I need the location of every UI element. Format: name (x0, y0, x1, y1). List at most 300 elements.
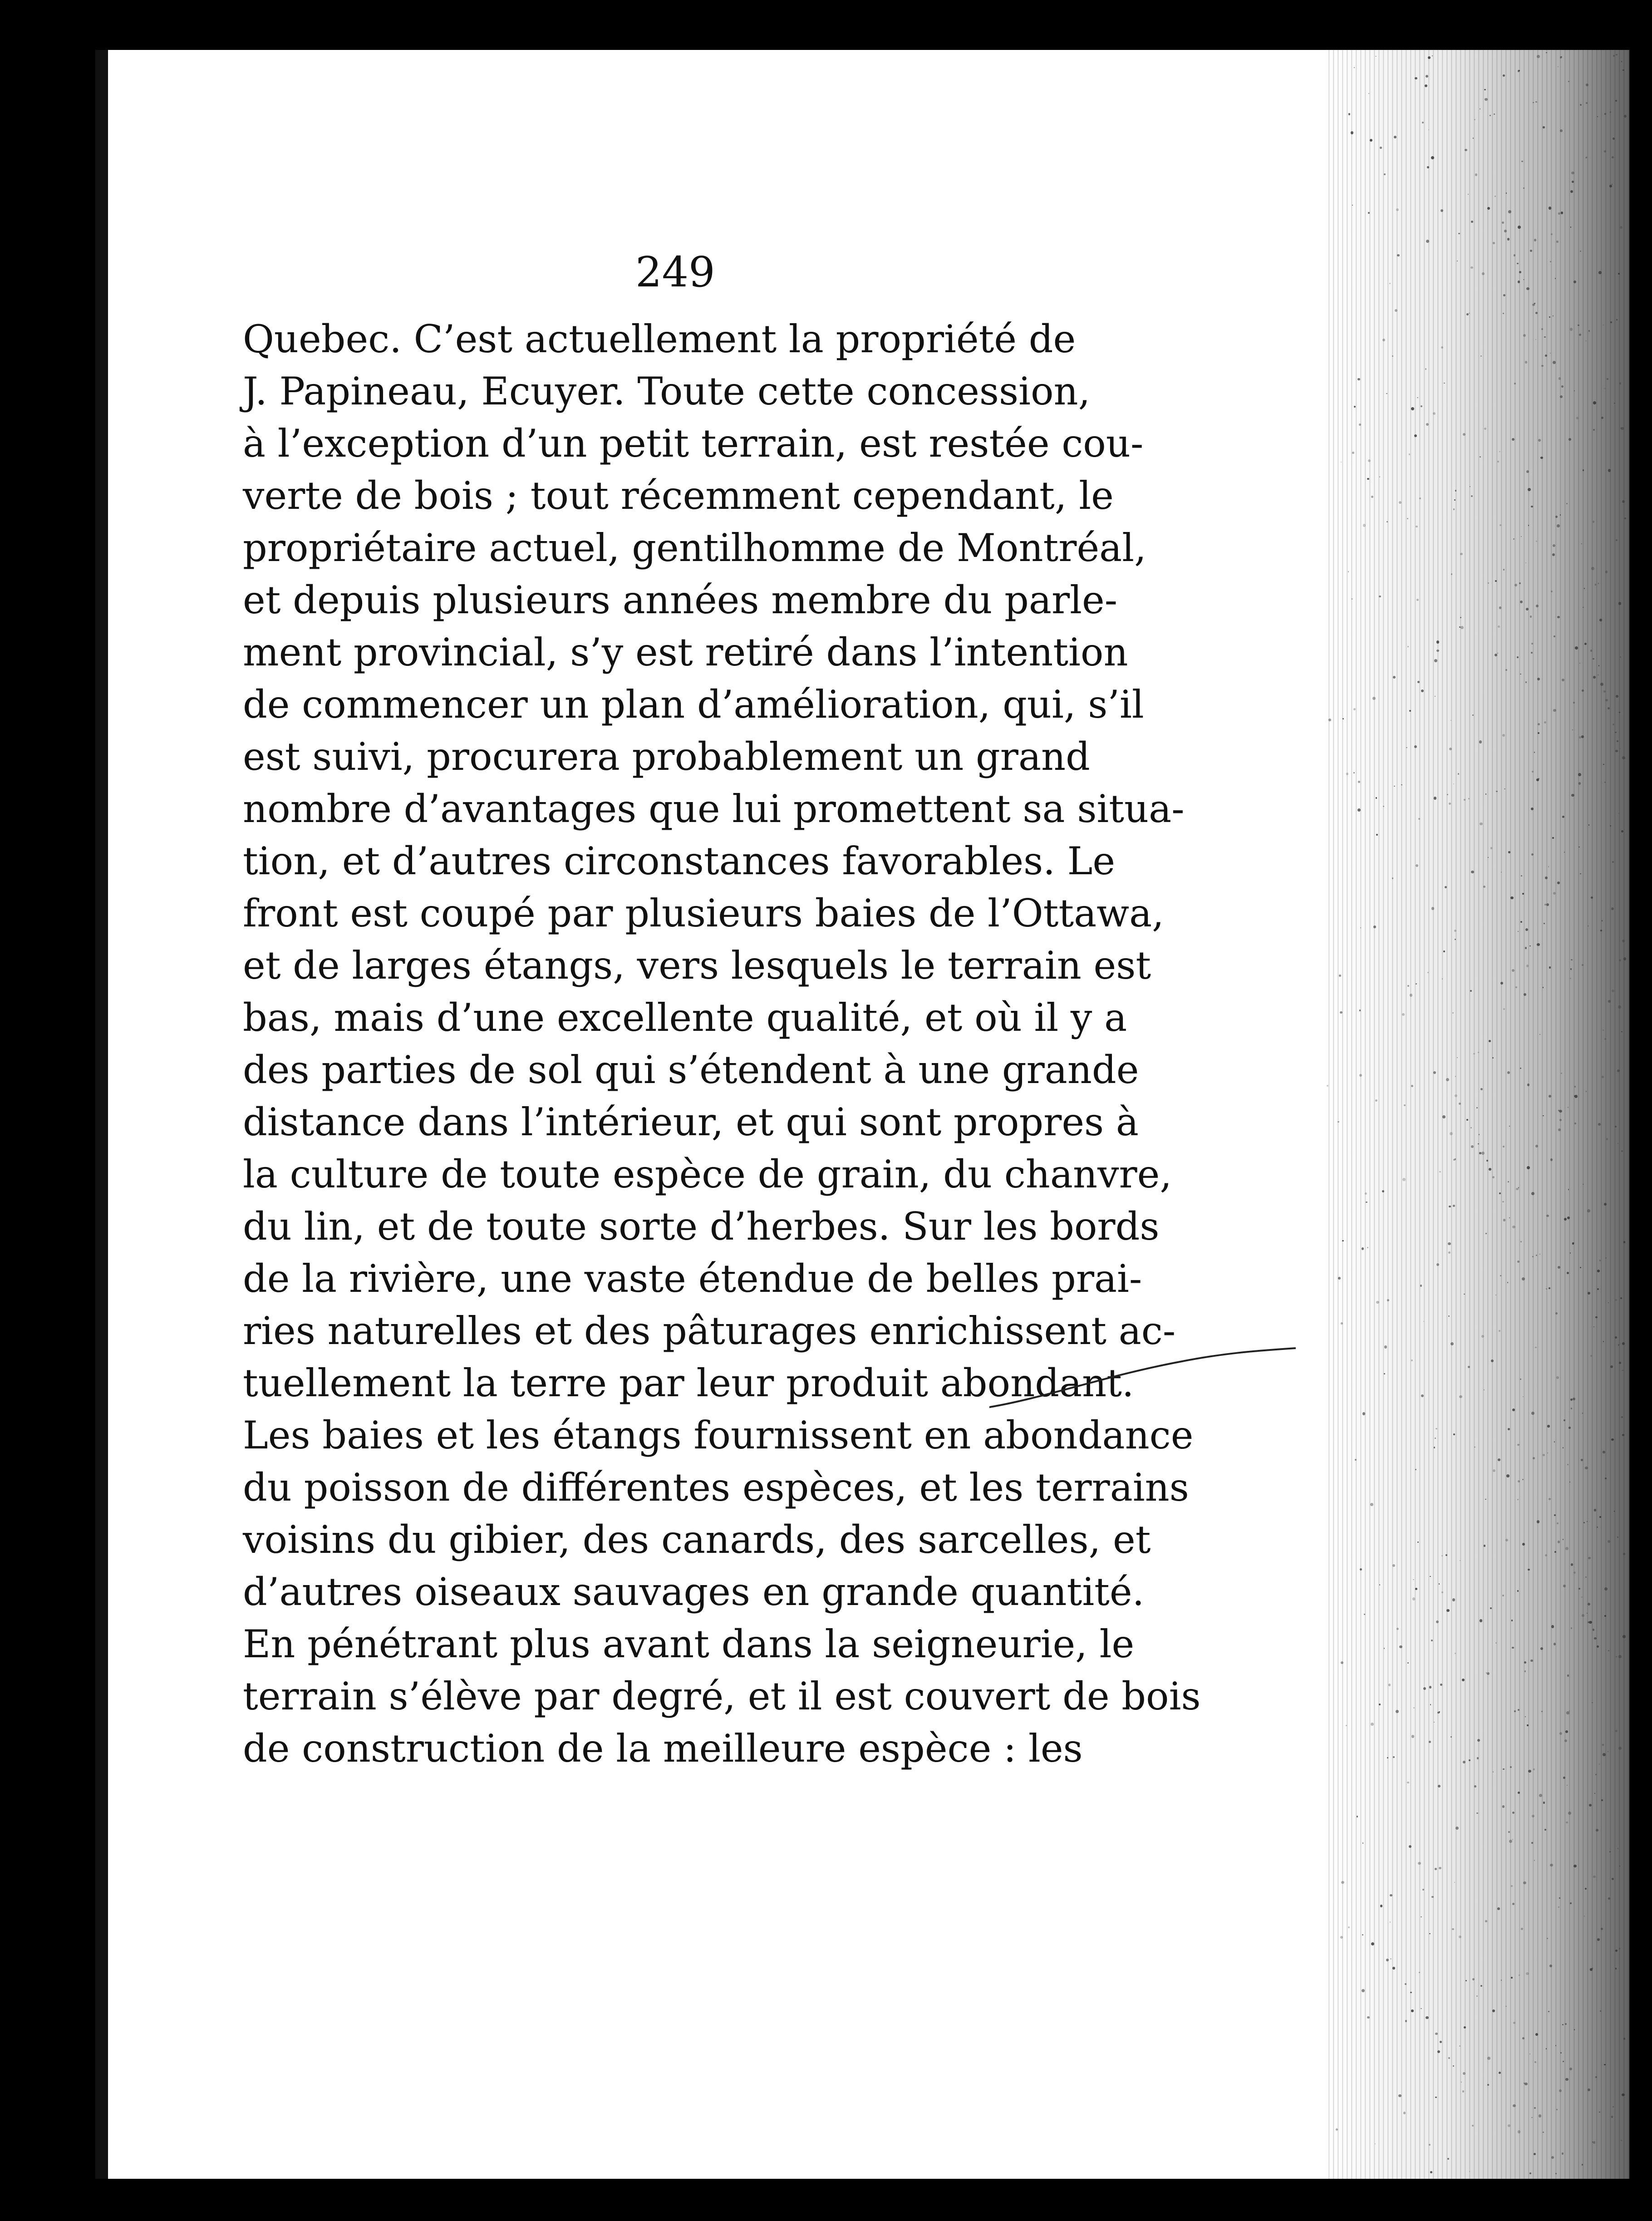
paper-speckle (1586, 84, 1588, 86)
paper-speckle (1450, 720, 1452, 721)
paper-speckle (1437, 2050, 1440, 2053)
paper-speckle (1570, 1399, 1573, 1401)
paper-speckle (1507, 1071, 1510, 1074)
paper-speckle (1485, 1499, 1486, 1500)
paper-speckle (1583, 469, 1584, 471)
paper-speckle (1411, 407, 1414, 410)
paper-speckle (1430, 1576, 1431, 1577)
paper-speckle (1608, 1540, 1610, 1543)
paper-speckle (1618, 1655, 1622, 1658)
paper-speckle (1340, 1936, 1343, 1939)
paper-speckle (1610, 1365, 1613, 1368)
paper-speckle (1455, 939, 1456, 940)
paper-speckle (1615, 1299, 1617, 1301)
paper-speckle (1613, 138, 1615, 140)
paper-speckle (1537, 678, 1540, 680)
text-line: de commencer un plan d’amélioration, qui, s’il (243, 682, 1144, 727)
paper-speckle (1466, 1119, 1468, 1121)
paper-speckle (1441, 1591, 1443, 1593)
paper-speckle (1445, 886, 1447, 888)
paper-speckle (1607, 378, 1609, 380)
paper-speckle (1423, 1687, 1426, 1690)
paper-speckle (1518, 1480, 1520, 1482)
text-line: bas, mais d’une excellente qualité, et où il y a (243, 995, 1127, 1040)
paper-speckle (1582, 2164, 1583, 2166)
paper-speckle (1531, 1412, 1534, 1415)
paper-speckle (1624, 115, 1627, 118)
paper-speckle (1502, 1595, 1504, 1596)
paper-speckle (1608, 1000, 1611, 1003)
paper-speckle (1525, 928, 1528, 931)
paper-speckle (1536, 541, 1538, 542)
paper-speckle (1551, 233, 1553, 235)
paper-speckle (1472, 2125, 1474, 2127)
text-line: En pénétrant plus avant dans la seigneurie, le (243, 1622, 1135, 1666)
paper-speckle (1507, 238, 1509, 240)
paper-speckle (1417, 397, 1418, 399)
paper-speckle (1390, 1958, 1391, 1960)
paper-speckle (1388, 1684, 1391, 1686)
paper-speckle (1490, 1607, 1492, 1609)
paper-speckle (1617, 740, 1618, 742)
paper-speckle (1580, 1267, 1581, 1268)
paper-speckle (1550, 353, 1551, 354)
paper-speckle (1485, 1920, 1488, 1923)
paper-speckle (1532, 771, 1534, 773)
paper-speckle (1569, 2068, 1572, 2070)
paper-speckle (1568, 1189, 1569, 1190)
paper-speckle (1364, 1614, 1365, 1615)
paper-speckle (1499, 1330, 1500, 1332)
paper-speckle (1621, 830, 1624, 833)
paper-speckle (1576, 417, 1579, 419)
paper-speckle (1529, 2172, 1531, 2174)
paper-speckle (1421, 405, 1422, 407)
paper-speckle (1392, 877, 1394, 879)
paper-speckle (1587, 1521, 1588, 1522)
paper-speckle (1412, 1597, 1415, 1600)
paper-speckle (1502, 1805, 1504, 1807)
paper-speckle (1503, 569, 1505, 571)
paper-speckle (1528, 1770, 1531, 1773)
paper-speckle (1588, 1603, 1590, 1605)
paper-speckle (1402, 1013, 1405, 1016)
paper-speckle (1600, 930, 1602, 931)
paper-speckle (1533, 102, 1534, 103)
paper-speckle (1455, 1076, 1456, 1077)
paper-speckle (1595, 2076, 1597, 2078)
paper-speckle (1546, 1215, 1549, 1217)
paper-speckle (1474, 1447, 1475, 1448)
paper-speckle (1386, 521, 1388, 522)
paper-speckle (1491, 1359, 1494, 1362)
text-line: des parties de sol qui s’étendent à une grande (243, 1048, 1139, 1092)
paper-speckle (1512, 1226, 1515, 1229)
paper-speckle (1596, 1829, 1598, 1832)
paper-speckle (1615, 750, 1618, 753)
paper-speckle (1563, 1777, 1565, 1779)
paper-speckle (1459, 2045, 1460, 2047)
paper-speckle (1383, 806, 1384, 807)
paper-speckle (1518, 226, 1521, 229)
paper-speckle (1555, 516, 1558, 518)
paper-speckle (1529, 946, 1531, 947)
paper-speckle (1538, 778, 1539, 779)
paper-speckle (1521, 1928, 1523, 1930)
paper-speckle (1582, 689, 1584, 692)
text-line: du lin, et de toute sorte d’herbes. Sur les bords (243, 1204, 1160, 1249)
paper-speckle (1503, 294, 1505, 296)
paper-speckle (1392, 1564, 1395, 1567)
paper-speckle (1601, 1928, 1603, 1930)
paper-speckle (1598, 665, 1600, 666)
paper-speckle (1470, 990, 1472, 992)
paper-speckle (1439, 1867, 1441, 1870)
paper-speckle (1435, 1868, 1437, 1870)
paper-speckle (1426, 75, 1428, 78)
paper-speckle (1506, 192, 1507, 194)
paper-speckle (1384, 1345, 1387, 1348)
paper-speckle (1436, 1263, 1439, 1266)
paper-speckle (1578, 782, 1581, 784)
paper-speckle (1531, 643, 1533, 645)
paper-speckle (1508, 1428, 1510, 1430)
text-line: voisins du gibier, des canards, des sarcelles, et (243, 1517, 1151, 1562)
paper-speckle (1566, 1822, 1568, 1824)
paper-speckle (1407, 518, 1408, 519)
paper-speckle (1341, 462, 1342, 463)
paper-speckle (1459, 1395, 1462, 1398)
paper-speckle (1562, 2152, 1564, 2155)
paper-speckle (1415, 1469, 1416, 1470)
paper-speckle (1436, 640, 1440, 644)
paper-speckle (1556, 2109, 1558, 2111)
paper-speckle (1547, 1425, 1550, 1428)
paper-speckle (1454, 1882, 1455, 1883)
paper-speckle (1512, 969, 1514, 972)
paper-speckle (1448, 1315, 1450, 1317)
paper-speckle (1522, 2037, 1524, 2039)
paper-speckle (1541, 365, 1543, 367)
paper-speckle (1386, 1959, 1389, 1961)
paper-speckle (1521, 875, 1523, 877)
paper-speckle (1340, 1011, 1342, 1014)
paper-speckle (1510, 896, 1513, 899)
paper-speckle (1578, 773, 1581, 776)
paper-speckle (1471, 221, 1473, 223)
paper-speckle (1435, 696, 1436, 697)
paper-speckle (1447, 2158, 1449, 2159)
paper-speckle (1531, 506, 1533, 508)
text-line: terrain s’élève par degré, et il est couvert de bois (243, 1674, 1201, 1719)
paper-speckle (1608, 1302, 1609, 1303)
paper-speckle (1599, 2112, 1600, 2113)
paper-speckle (1599, 1763, 1600, 1764)
paper-speckle (1527, 1083, 1530, 1086)
text-line: verte de bois ; tout récemment cependant, le (243, 473, 1114, 518)
paper-speckle (1564, 1419, 1565, 1421)
paper-speckle (1574, 1086, 1576, 1087)
paper-speckle (1354, 406, 1356, 408)
paper-speckle (1603, 1451, 1605, 1453)
paper-speckle (1434, 1447, 1435, 1448)
paper-speckle (1573, 1865, 1576, 1867)
paper-speckle (1418, 818, 1420, 820)
paper-speckle (1621, 1031, 1622, 1032)
paper-speckle (1582, 1413, 1583, 1414)
paper-speckle (1469, 1759, 1470, 1761)
paper-speckle (1384, 173, 1386, 175)
paper-speckle (1614, 1511, 1615, 1512)
paper-speckle (1568, 1812, 1571, 1815)
paper-speckle (1341, 1661, 1344, 1665)
paper-speckle (1551, 2156, 1554, 2159)
paper-speckle (1429, 2144, 1431, 2146)
paper-speckle (1336, 2128, 1338, 2131)
paper-speckle (1495, 1642, 1497, 1644)
paper-speckle (1398, 2094, 1401, 2097)
text-line: ries naturelles et des pâturages enrichissent ac- (243, 1309, 1176, 1353)
paper-speckle (1563, 1585, 1566, 1588)
paper-speckle (1558, 1128, 1561, 1131)
paper-speckle (1551, 1625, 1554, 1628)
paper-speckle (1342, 1240, 1344, 1242)
paper-speckle (1436, 1620, 1439, 1623)
paper-speckle (1611, 1438, 1614, 1441)
paper-speckle (1604, 150, 1606, 153)
paper-speckle (1588, 1292, 1590, 1295)
paper-speckle (1520, 1241, 1522, 1242)
paper-speckle (1622, 756, 1625, 759)
paper-speckle (1520, 1068, 1521, 1069)
paper-speckle (1538, 723, 1540, 725)
paper-speckle (1597, 1527, 1598, 1528)
paper-speckle (1527, 1724, 1528, 1726)
paper-speckle (1481, 1152, 1485, 1155)
paper-speckle (1509, 1840, 1512, 1842)
paper-speckle (1505, 669, 1507, 671)
paper-speckle (1453, 1433, 1455, 1435)
paper-speckle (1444, 383, 1445, 384)
paper-speckle (1414, 434, 1417, 437)
paper-speckle (1578, 325, 1579, 326)
paper-speckle (1433, 412, 1436, 415)
paper-speckle (1379, 1584, 1381, 1586)
paper-speckle (1552, 837, 1554, 838)
paper-speckle (1599, 1260, 1601, 1261)
paper-speckle (1601, 1799, 1603, 1801)
paper-speckle (1560, 514, 1561, 516)
paper-speckle (1582, 1614, 1584, 1616)
paper-speckle (1449, 803, 1451, 805)
paper-speckle (1603, 1753, 1606, 1756)
paper-speckle (1395, 309, 1397, 312)
paper-speckle (1565, 1730, 1568, 1733)
paper-speckle (1566, 503, 1568, 504)
paper-speckle (1590, 650, 1592, 651)
paper-speckle (1526, 470, 1529, 473)
paper-speckle (1537, 55, 1540, 58)
paper-speckle (1449, 1206, 1451, 1208)
paper-speckle (1578, 847, 1580, 848)
paper-speckle (1523, 334, 1526, 337)
paper-speckle (1493, 1771, 1494, 1772)
paper-speckle (1557, 524, 1560, 527)
paper-speckle (1440, 1684, 1442, 1686)
paper-speckle (1346, 1725, 1347, 1726)
paper-speckle (1543, 1115, 1544, 1117)
paper-speckle (1430, 1704, 1431, 1705)
paper-speckle (1535, 2033, 1538, 2036)
paper-speckle (1600, 2010, 1601, 2012)
paper-speckle (1353, 708, 1356, 710)
paper-speckle (1418, 1862, 1421, 1865)
paper-speckle (1616, 695, 1618, 698)
paper-speckle (1545, 877, 1548, 880)
paper-speckle (1559, 377, 1561, 379)
paper-speckle (1387, 1299, 1389, 1301)
paper-speckle (1425, 368, 1427, 370)
paper-speckle (1474, 119, 1475, 120)
paper-speckle (1363, 524, 1366, 527)
paper-speckle (1500, 524, 1501, 526)
paper-speckle (1508, 1831, 1510, 1833)
paper-speckle (1603, 1341, 1604, 1342)
paper-speckle (1351, 131, 1353, 134)
paper-speckle (1604, 1203, 1607, 1206)
paper-speckle (1477, 1739, 1480, 1742)
paper-speckle (1554, 1514, 1556, 1516)
paper-speckle (1534, 2061, 1536, 2063)
text-line: ment provincial, s’y est retiré dans l’intention (243, 630, 1128, 675)
paper-speckle (1525, 947, 1527, 949)
text-line: à l’exception d’un petit terrain, est restée cou- (243, 421, 1144, 466)
paper-speckle (1531, 808, 1534, 810)
paper-speckle (1341, 1322, 1343, 1325)
paper-speckle (1455, 1094, 1457, 1097)
paper-speckle (1593, 429, 1595, 431)
paper-speckle (1605, 1477, 1607, 1479)
paper-speckle (1597, 1938, 1600, 1941)
text-line: de la rivière, une vaste étendue de belles prai- (243, 1256, 1142, 1301)
paper-speckle (1421, 689, 1424, 692)
paper-speckle (1384, 1648, 1385, 1649)
paper-speckle (1503, 1219, 1505, 1221)
handwritten-pen-stroke (989, 1307, 1298, 1498)
paper-speckle (1327, 1085, 1328, 1087)
paper-speckle (1411, 1735, 1414, 1738)
paper-speckle (1372, 697, 1376, 700)
paper-speckle (1480, 456, 1481, 458)
paper-speckle (1522, 1277, 1525, 1280)
paper-speckle (1416, 983, 1417, 985)
paper-speckle (1476, 1995, 1478, 1997)
paper-speckle (1556, 241, 1558, 242)
paper-speckle (1328, 719, 1331, 721)
paper-speckle (1475, 173, 1477, 176)
paper-speckle (1484, 428, 1486, 430)
paper-speckle (1579, 736, 1581, 739)
paper-speckle (1425, 84, 1427, 87)
paper-speckle (1519, 582, 1521, 584)
text-line: de construction de la meilleure espèce : les (243, 1726, 1083, 1771)
paper-speckle (1413, 1579, 1414, 1581)
paper-speckle (1362, 1989, 1365, 1992)
paper-speckle (1518, 931, 1519, 932)
paper-speckle (1420, 1285, 1422, 1287)
paper-speckle (1439, 1583, 1440, 1585)
paper-speckle (1478, 1052, 1479, 1053)
paper-speckle (1554, 635, 1555, 637)
paper-speckle (1403, 2112, 1406, 2114)
paper-speckle (1580, 251, 1581, 252)
paper-speckle (1610, 111, 1612, 113)
paper-speckle (1535, 101, 1537, 103)
text-line: tion, et d’autres circonstances favorables. Le (243, 839, 1116, 883)
text-line: J. Papineau, Ecuyer. Toute cette concession, (243, 369, 1091, 414)
paper-speckle (1382, 339, 1385, 341)
paper-speckle (1368, 93, 1369, 94)
paper-speckle (1458, 233, 1460, 235)
paper-speckle (1498, 625, 1500, 628)
paper-speckle (1406, 747, 1407, 749)
paper-speckle (1407, 1782, 1409, 1784)
paper-speckle (1615, 732, 1616, 733)
paper-speckle (1453, 1205, 1455, 1207)
paper-speckle (1415, 1588, 1417, 1590)
paper-speckle (1573, 702, 1575, 704)
paper-speckle (1464, 2026, 1466, 2029)
paper-speckle (1503, 1146, 1504, 1147)
paper-speckle (1541, 328, 1543, 330)
paper-speckle (1622, 69, 1624, 71)
paper-speckle (1405, 1983, 1406, 1985)
paper-speckle (1620, 1297, 1622, 1299)
paper-speckle (1360, 1568, 1362, 1571)
paper-speckle (1459, 1935, 1461, 1938)
paper-speckle (1622, 1635, 1626, 1638)
paper-speckle (1555, 1312, 1558, 1315)
paper-speckle (1441, 209, 1443, 212)
paper-speckle (1539, 1794, 1542, 1797)
paper-speckle (1520, 601, 1523, 603)
paper-speckle (1535, 312, 1538, 314)
paper-speckle (1595, 1774, 1597, 1775)
paper-speckle (1525, 562, 1526, 563)
paper-speckle (1508, 210, 1511, 213)
paper-speckle (1357, 378, 1360, 381)
paper-speckle (1393, 676, 1396, 679)
paper-speckle (1417, 1541, 1419, 1543)
paper-speckle (1514, 254, 1515, 256)
paper-speckle (1619, 382, 1622, 384)
paper-speckle (1530, 1660, 1533, 1662)
paper-speckle (1447, 794, 1448, 795)
paper-speckle (1436, 1428, 1437, 1429)
paper-speckle (1612, 861, 1614, 863)
paper-speckle (1357, 808, 1361, 812)
paper-speckle (1622, 940, 1625, 942)
paper-speckle (1530, 250, 1533, 252)
paper-speckle (1572, 181, 1574, 183)
paper-speckle (1512, 1839, 1513, 1840)
paper-speckle (1426, 2016, 1429, 2019)
paper-speckle (1370, 1503, 1373, 1506)
paper-speckle (1608, 469, 1611, 472)
paper-speckle (1442, 978, 1443, 980)
paper-speckle (1544, 336, 1545, 338)
paper-speckle (1517, 1499, 1519, 1501)
